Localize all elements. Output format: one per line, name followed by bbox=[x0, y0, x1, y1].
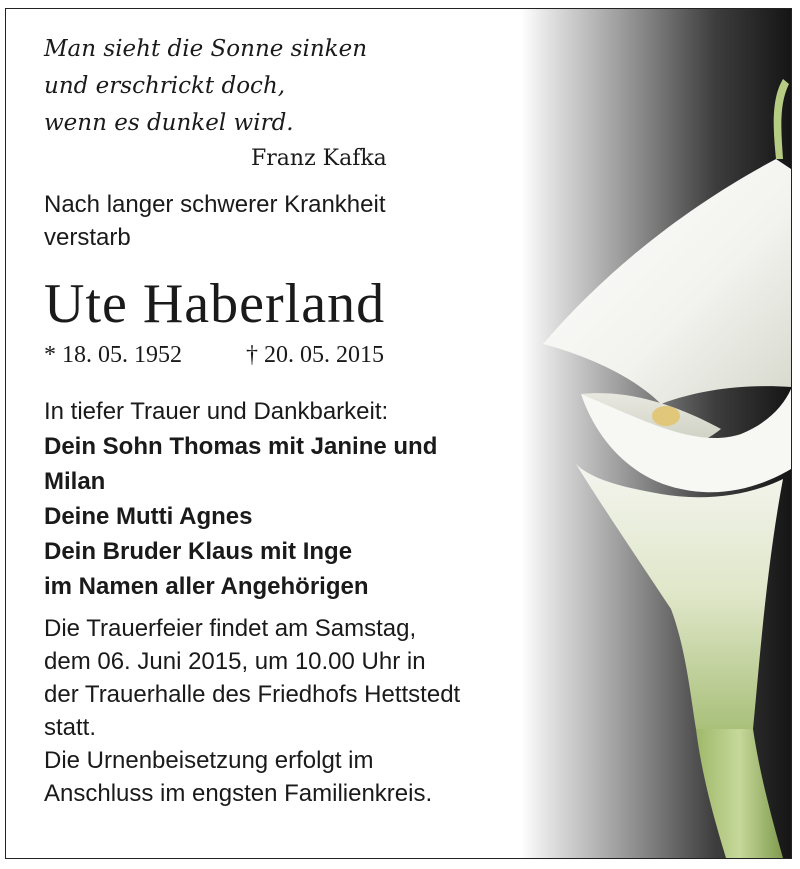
life-dates bbox=[44, 340, 564, 370]
quote-line: wenn es dunkel wird. bbox=[44, 110, 294, 136]
service-line: Die Trauerfeier findet am Samstag, bbox=[44, 615, 417, 642]
family-line: im Namen aller Angehörigen bbox=[44, 573, 369, 600]
obituary-text bbox=[44, 31, 564, 810]
quote-line: Man sieht die Sonne sinken bbox=[44, 36, 368, 62]
family-line: Milan bbox=[44, 468, 106, 495]
family-line: Dein Sohn Thomas mit Janine und bbox=[44, 433, 438, 460]
birth-date: * 18. 05. 1952 bbox=[44, 342, 182, 368]
obituary-card bbox=[5, 8, 792, 859]
death-date: † 20. 05. 2015 bbox=[246, 342, 384, 368]
kafka-quote bbox=[44, 31, 564, 142]
deceased-name: Ute Haberland bbox=[44, 273, 386, 335]
service-line: statt. bbox=[44, 714, 97, 741]
service-line: der Trauerhalle des Friedhofs Hettstedt bbox=[44, 681, 461, 708]
quote-author: Franz Kafka bbox=[251, 146, 387, 171]
death-intro bbox=[44, 188, 564, 254]
service-line: dem 06. Juni 2015, um 10.00 Uhr in bbox=[44, 648, 426, 675]
family-line: Dein Bruder Klaus mit Inge bbox=[44, 538, 353, 565]
intro-line: Nach langer schwerer Krankheit bbox=[44, 191, 386, 218]
service-line: Die Urnenbeisetzung erfolgt im bbox=[44, 747, 374, 774]
mourning-intro: In tiefer Trauer und Dankbarkeit: bbox=[44, 398, 389, 425]
family-list bbox=[44, 429, 564, 604]
quote-line: und erschrickt doch, bbox=[44, 73, 286, 99]
service-line: Anschluss im engsten Familienkreis. bbox=[44, 780, 433, 807]
intro-line: verstarb bbox=[44, 224, 131, 251]
family-line: Deine Mutti Agnes bbox=[44, 503, 253, 530]
funeral-service-info bbox=[44, 612, 564, 810]
